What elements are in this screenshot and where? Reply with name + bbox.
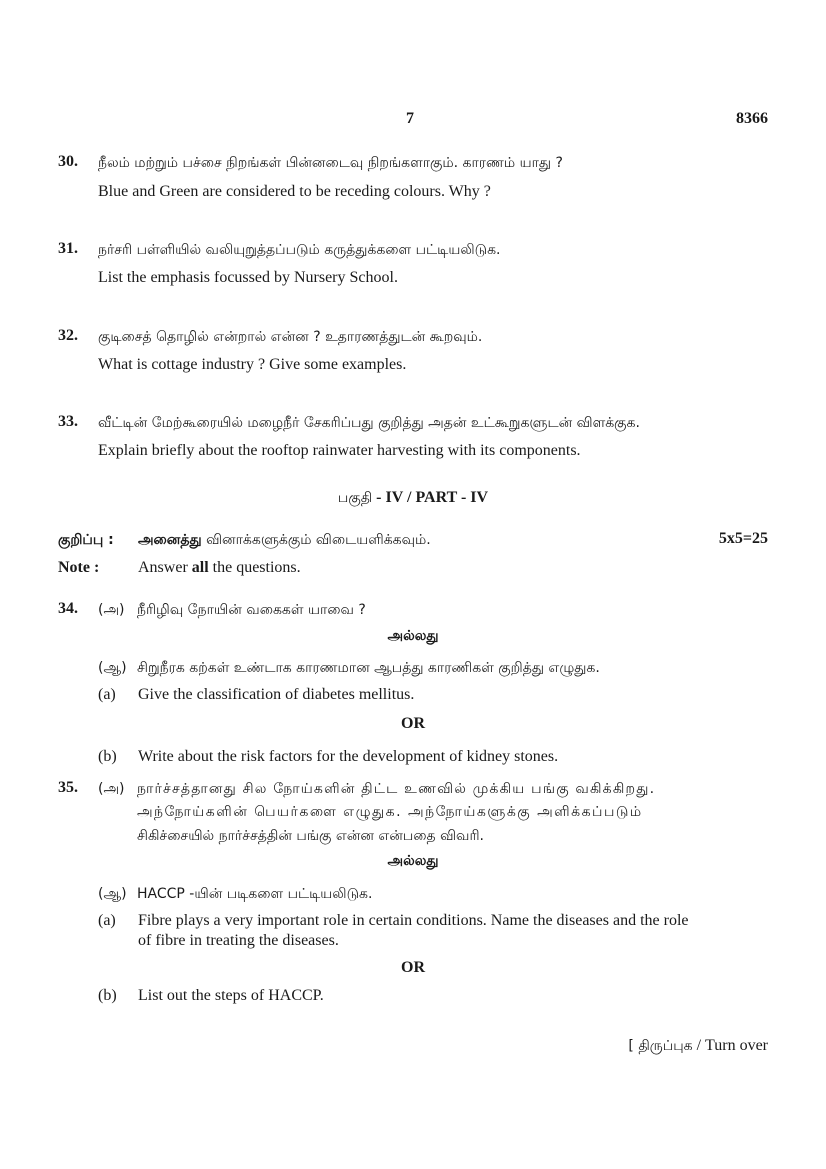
or-separator-english: OR — [401, 715, 425, 732]
option-label: (b) — [98, 748, 117, 765]
note-label-tamil: குறிப்பு : — [58, 532, 114, 548]
turn-over-tamil: [ திருப்புக — [628, 1038, 693, 1054]
option-label: (a) — [98, 686, 116, 703]
option-label: (அ) — [98, 602, 125, 618]
paper-code: 8366 — [736, 110, 768, 127]
question-text-tamil: குடிசைத் தொழில் என்றால் என்ன ? உதாரணத்துடன் கூறவும். — [98, 329, 483, 345]
instruction-tamil — [138, 532, 431, 550]
instruction-emphasis: அனைத்து — [138, 532, 202, 548]
section-heading-tamil: பகுதி — [337, 490, 373, 506]
or-separator-tamil: அல்லது — [387, 853, 439, 869]
question-text-tamil: நர்சரி பள்ளியில் வலியுறுத்தப்படும் கருத்துக்களை பட்டியலிடுக. — [98, 242, 501, 258]
question-number: 31. — [58, 240, 78, 257]
option-a-tamil: நீரிழிவு நோயின் வகைகள் யாவை ? — [137, 602, 366, 618]
turn-over-english: / Turn over — [692, 1037, 768, 1054]
question-number: 35. — [58, 779, 78, 796]
question-text-tamil: வீட்டின் மேற்கூரையில் மழைநீர் சேகரிப்பது குறித்து அதன் உட்கூறுகளுடன் விளக்குக. — [98, 415, 640, 431]
or-separator-english: OR — [401, 959, 425, 976]
option-a-english-line2: of fibre in treating the diseases. — [138, 932, 339, 949]
section-heading — [0, 487, 826, 508]
question-number: 32. — [58, 327, 78, 344]
page-number: 7 — [406, 110, 414, 127]
note-label-english: Note : — [58, 559, 100, 576]
option-b-english: List out the steps of HACCP. — [138, 987, 324, 1004]
question-text-english: Blue and Green are considered to be receding colours. Why ? — [98, 183, 491, 200]
question-number: 30. — [58, 153, 78, 170]
option-a-tamil-line2: அந்நோய்களின் பெயர்களை எழுதுக. அந்நோய்களுக்கு அளிக்கப்படும் — [137, 804, 643, 820]
option-label: (ஆ) — [98, 660, 127, 676]
question-text-english: What is cottage industry ? Give some examples. — [98, 356, 407, 373]
question-text-english: Explain briefly about the rooftop rainwater harvesting with its components. — [98, 442, 581, 459]
question-number: 34. — [58, 600, 78, 617]
option-b-english: Write about the risk factors for the development of kidney stones. — [138, 748, 559, 765]
instruction-english-bold: all — [191, 559, 209, 576]
section-heading-english: - IV / PART - IV — [372, 489, 489, 506]
or-separator-tamil: அல்லது — [387, 628, 439, 644]
instruction-english-post: the questions. — [208, 559, 301, 576]
option-a-english: Give the classification of diabetes mellitus. — [138, 686, 415, 703]
option-label: (b) — [98, 987, 117, 1004]
instruction-rest: வினாக்களுக்கும் விடையளிக்கவும். — [206, 532, 431, 548]
option-b-tamil: HACCP -யின் படிகளை பட்டியலிடுக. — [137, 886, 373, 902]
option-label: (அ) — [98, 781, 125, 797]
option-a-tamil-line3: சிகிச்சையில் நார்ச்சத்தின் பங்கு என்ன என்பதை விவரி. — [137, 828, 484, 844]
option-b-tamil: சிறுநீரக கற்கள் உண்டாக காரணமான ஆபத்து காரணிகள் குறித்து எழுதுக. — [137, 660, 600, 676]
question-number: 33. — [58, 413, 78, 430]
instruction-english — [138, 559, 301, 577]
question-text-tamil: நீலம் மற்றும் பச்சை நிறங்கள் பின்னடைவு நிறங்களாகும். காரணம் யாது ? — [98, 155, 563, 171]
option-label: (ஆ) — [98, 886, 127, 902]
option-a-english-line1: Fibre plays a very important role in certain conditions. Name the diseases and the role — [138, 912, 689, 929]
instruction-english-pre: Answer — [138, 559, 192, 576]
question-text-english: List the emphasis focussed by Nursery School. — [98, 269, 398, 286]
option-a-tamil-line1: நார்ச்சத்தானது சில நோய்களின் திட்ட உணவில் முக்கிய பங்கு வகிக்கிறது. — [137, 781, 656, 797]
marks-allocation: 5x5=25 — [718, 530, 768, 547]
option-label: (a) — [98, 912, 116, 929]
turn-over-note — [628, 1035, 768, 1056]
